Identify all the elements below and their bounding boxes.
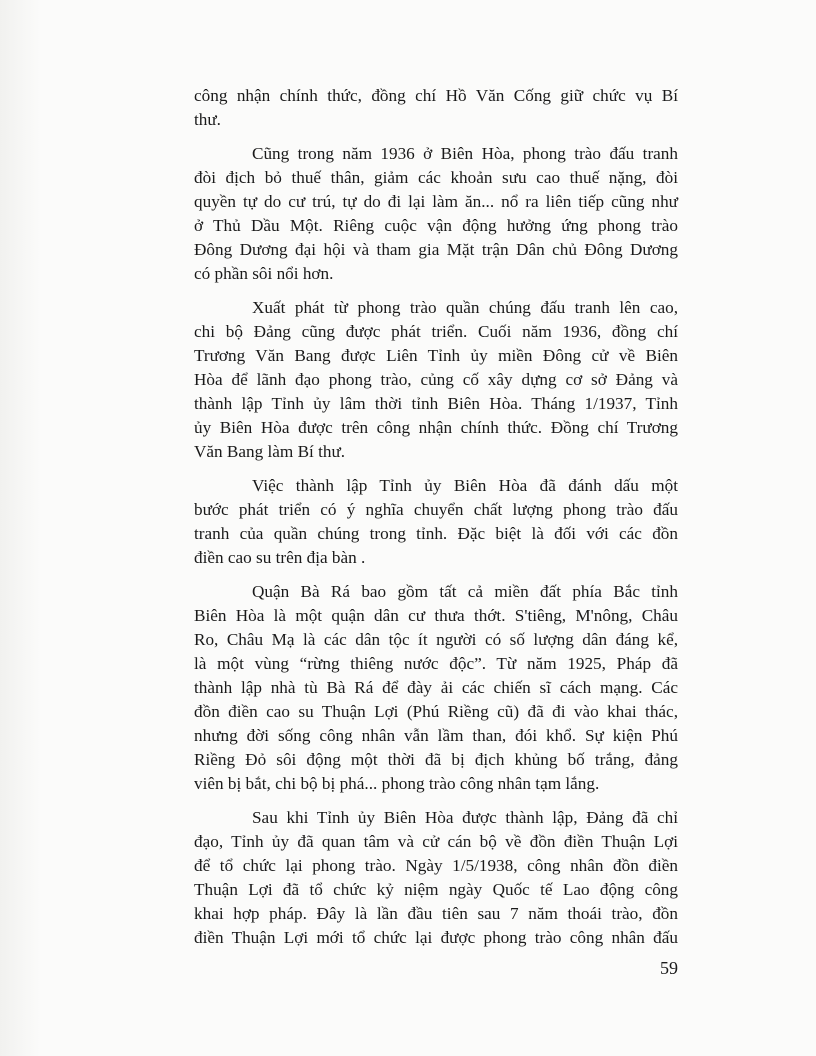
text-line: đạo, Tỉnh ủy đã quan tâm và cử cán bộ về đồn điền Thuận Lợi bbox=[194, 832, 678, 851]
text-line: Văn Bang làm Bí thư. bbox=[194, 442, 346, 461]
paragraph bbox=[194, 84, 678, 132]
text-line: Biên Hòa là một quận dân cư thưa thớt. S'tiêng, M'nông, Châu bbox=[194, 606, 678, 625]
text-line: đồn điền cao su Thuận Lợi (Phú Riềng cũ) đã đi vào khai thác, bbox=[194, 702, 678, 721]
text-line: đòi địch bỏ thuế thân, giảm các khoản sưu cao thuế nặng, đòi bbox=[194, 168, 678, 187]
text-line: Sau khi Tỉnh ủy Biên Hòa được thành lập, Đảng đã chỉ bbox=[252, 808, 678, 827]
text-line: thành lập nhà tù Bà Rá để đày ải các chiến sĩ cách mạng. Các bbox=[194, 678, 678, 697]
paragraph bbox=[194, 474, 678, 570]
text-line: Xuất phát từ phong trào quần chúng đấu tranh lên cao, bbox=[252, 298, 678, 317]
text-line: Quận Bà Rá bao gồm tất cả miền đất phía Bắc tỉnh bbox=[252, 582, 678, 601]
scan-edge-shadow bbox=[0, 0, 40, 1056]
text-line: Cũng trong năm 1936 ở Biên Hòa, phong trào đấu tranh bbox=[252, 144, 678, 163]
text-line: Hòa để lãnh đạo phong trào, củng cố xây dựng cơ sở Đảng và bbox=[194, 370, 678, 389]
text-line: Ro, Châu Mạ là các dân tộc ít người có số lượng dân đáng kể, bbox=[194, 630, 678, 649]
document-body bbox=[194, 84, 678, 960]
text-line: điền cao su trên địa bàn . bbox=[194, 548, 366, 567]
text-line: để tổ chức lại phong trào. Ngày 1/5/1938, công nhân đồn điền bbox=[194, 856, 678, 875]
text-line: viên bị bắt, chi bộ bị phá... phong trào công nhân tạm lắng. bbox=[194, 774, 600, 793]
paragraph bbox=[194, 142, 678, 286]
paragraph bbox=[194, 806, 678, 950]
text-line: nhưng đời sống công nhân vẫn lầm than, đói khổ. Sự kiện Phú bbox=[194, 726, 678, 745]
page-number: 59 bbox=[660, 958, 678, 978]
text-line: ủy Biên Hòa được trên công nhận chính thức. Đồng chí Trương bbox=[194, 418, 678, 437]
text-line: công nhận chính thức, đồng chí Hồ Văn Cống giữ chức vụ Bí bbox=[194, 86, 678, 105]
text-line: Riềng Đỏ sôi động một thời đã bị địch khủng bố trắng, đảng bbox=[194, 750, 678, 769]
text-line: có phần sôi nổi hơn. bbox=[194, 264, 334, 283]
text-line: tranh của quần chúng trong tỉnh. Đặc biệt là đối với các đồn bbox=[194, 524, 678, 543]
text-line: Thuận Lợi đã tổ chức kỷ niệm ngày Quốc tế Lao động công bbox=[194, 880, 678, 899]
text-line: Việc thành lập Tỉnh ủy Biên Hòa đã đánh dấu một bbox=[252, 476, 678, 495]
text-line: Đông Dương đại hội và tham gia Mặt trận Dân chủ Đông Dương bbox=[194, 240, 678, 259]
text-line: ở Thủ Dầu Một. Riêng cuộc vận động hưởng ứng phong trào bbox=[194, 216, 678, 235]
paragraph bbox=[194, 296, 678, 464]
text-line: khai hợp pháp. Đây là lần đầu tiên sau 7 năm thoái trào, đồn bbox=[194, 904, 678, 923]
paragraph bbox=[194, 580, 678, 796]
text-line: bước phát triển có ý nghĩa chuyển chất lượng phong trào đấu bbox=[194, 500, 678, 519]
text-line: quyền tự do cư trú, tự do đi lại làm ăn... nổ ra liên tiếp cũng như bbox=[194, 192, 678, 211]
text-line: chi bộ Đảng cũng được phát triển. Cuối năm 1936, đồng chí bbox=[194, 322, 678, 341]
text-line: điền Thuận Lợi mới tổ chức lại được phong trào công nhân đấu bbox=[194, 928, 678, 947]
text-line: thành lập Tỉnh ủy lâm thời tỉnh Biên Hòa. Tháng 1/1937, Tỉnh bbox=[194, 394, 678, 413]
text-line: là một vùng “rừng thiêng nước độc”. Từ năm 1925, Pháp đã bbox=[194, 654, 678, 673]
text-line: thư. bbox=[194, 110, 221, 129]
text-line: Trương Văn Bang được Liên Tỉnh ủy miền Đông cử về Biên bbox=[194, 346, 678, 365]
